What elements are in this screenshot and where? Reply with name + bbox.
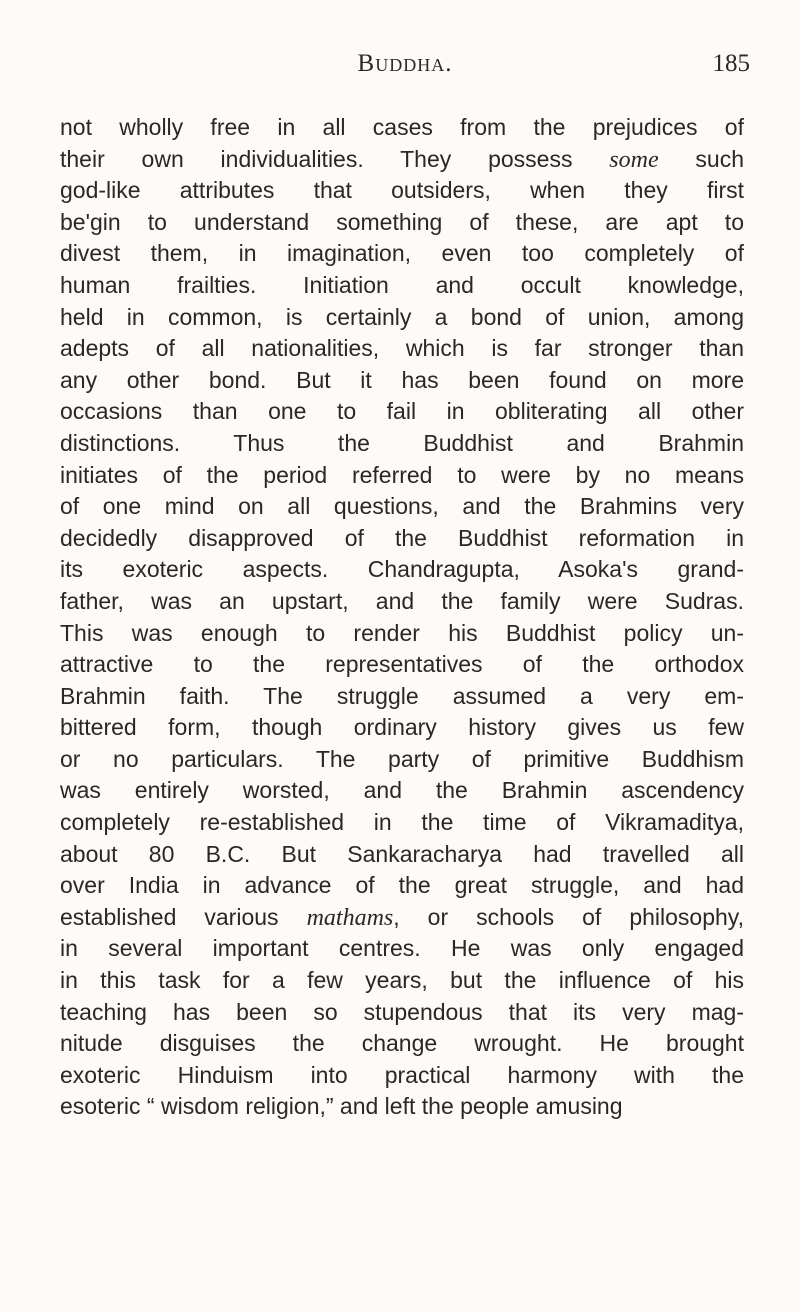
text-line: completely re-established in the time of Vikramaditya, — [60, 809, 744, 836]
body-text — [60, 112, 744, 1123]
text-line: divest them, in imagination, even too completely of — [60, 240, 744, 267]
text-line: human frailties. Initiation and occult knowledge, — [60, 271, 744, 298]
italic-word: mathams — [306, 904, 394, 931]
text-line: adepts of all nationalities, which is far stronger than — [60, 335, 744, 362]
text-line: about 80 B.C. But Sankaracharya had travelled all — [60, 840, 744, 867]
text-line: in this task for a few years, but the influence of his — [60, 967, 744, 994]
text-line: was entirely worsted, and the Brahmin ascendency — [60, 777, 744, 804]
running-title: Buddha. — [357, 50, 453, 77]
text-line: exoteric Hinduism into practical harmony with the — [60, 1061, 744, 1088]
page-number: 185 — [712, 50, 750, 77]
text-line: in several important centres. He was only engaged — [60, 935, 744, 962]
text-line: initiates of the period referred to were by no means — [60, 461, 744, 488]
text-line: teaching has been so stupendous that its very mag- — [60, 998, 744, 1025]
text-line: occasions than one to fail in obliterating all other — [60, 398, 744, 425]
text-line: over India in advance of the great struggle, and had — [60, 872, 744, 899]
text-line: decidedly disapproved of the Buddhist reformation in — [60, 524, 744, 551]
text-line: distinctions. Thus the Buddhist and Brahmin — [60, 429, 744, 456]
text-line: be'gin to understand something of these, are apt to — [60, 208, 744, 235]
text-line: any other bond. But it has been found on more — [60, 366, 744, 393]
text-line: Brahmin faith. The struggle assumed a very em- — [60, 682, 744, 709]
text-line: not wholly free in all cases from the prejudices of — [60, 114, 744, 140]
text-line: its exoteric aspects. Chandragupta, Asoka's grand- — [60, 556, 744, 583]
italic-word: some — [609, 146, 659, 173]
text-line: attractive to the representatives of the orthodox — [60, 651, 744, 678]
text-line: nitude disguises the change wrought. He brought — [60, 1030, 744, 1057]
text-line: father, was an upstart, and the family were Sudras. — [60, 587, 744, 614]
text-line: or no particulars. The party of primitive Buddhism — [60, 745, 744, 772]
text-line: esoteric “ wisdom religion,” and left the people amusing — [60, 1093, 623, 1120]
text-line: This was enough to render his Buddhist policy un- — [60, 619, 744, 646]
text-line: their own individualities. They possess some such — [60, 145, 744, 173]
text-line: of one mind on all questions, and the Brahmins very — [60, 493, 744, 520]
text-line: established various mathams, or schools of philosophy, — [60, 903, 744, 931]
running-head — [60, 50, 750, 90]
text-line: god-like attributes that outsiders, when they first — [60, 177, 744, 204]
text-line: held in common, is certainly a bond of union, among — [60, 303, 744, 330]
text-line: bittered form, though ordinary history gives us few — [60, 714, 744, 741]
